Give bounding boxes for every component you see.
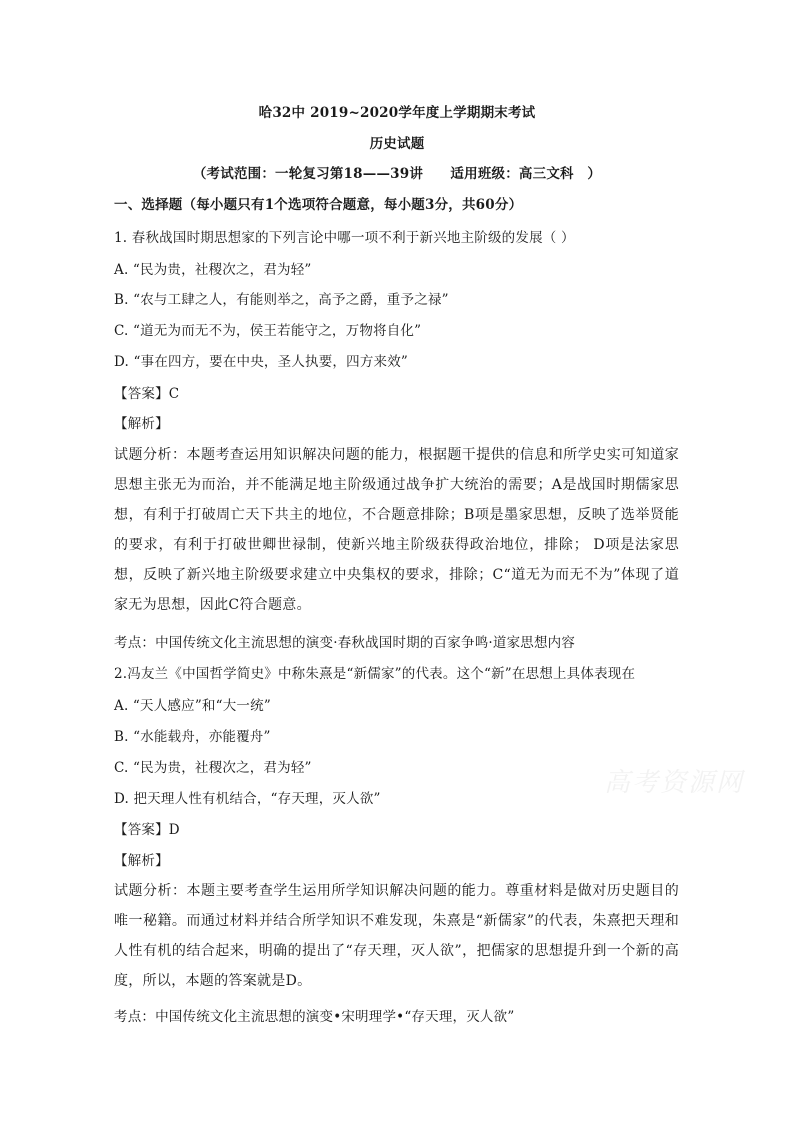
question-1-option-b: B. “农与工肆之人，有能则举之，高予之爵，重予之禄” xyxy=(114,292,449,308)
question-2-option-a: A. “天人感应”和“大一统” xyxy=(114,698,271,714)
question-2-analysis-label: 【解析】 xyxy=(114,853,169,869)
question-1-stem: 1. 春秋战国时期思想家的下列言论中哪一项不利于新兴地主阶级的发展（ ） xyxy=(114,230,575,246)
question-2-stem: 2.冯友兰《中国哲学简史》中称朱熹是“新儒家”的代表。这个“新”在思想上具体表现在 xyxy=(114,666,636,682)
faint-watermark: 高考资源网 xyxy=(604,768,745,798)
exam-subject: 历史试题 xyxy=(369,136,425,152)
question-1-kaodian: 考点：中国传统文化主流思想的演变·春秋战国时期的百家争鸣·道家思想内容 xyxy=(114,635,576,651)
question-2-option-c: C. “民为贵，社稷次之，君为轻” xyxy=(114,760,312,776)
question-2-answer: 【答案】D xyxy=(114,822,180,838)
exam-title: 哈32中 2019~2020学年度上学期期末考试 xyxy=(258,105,536,121)
question-2-option-b: B. “水能载舟，亦能覆舟” xyxy=(114,729,271,745)
section-heading: 一、选择题（每小题只有1个选项符合题意，每小题3分，共60分） xyxy=(114,197,523,213)
question-1-option-c: C. “道无为而无不为，侯王若能守之，万物将自化” xyxy=(114,323,422,339)
question-1-option-a: A. “民为贵，社稷次之，君为轻” xyxy=(114,262,312,278)
question-1-answer: 【答案】C xyxy=(114,386,180,402)
question-1-analysis-label: 【解析】 xyxy=(114,416,169,432)
question-2-kaodian: 考点：中国传统文化主流思想的演变•宋明理学•“存天理，灭人欲” xyxy=(114,1009,515,1025)
exam-scope: （考试范围：一轮复习第18——39讲 适用班级：高三文科 ） xyxy=(192,166,602,182)
question-1-option-d: D. “事在四方，要在中央，圣人执要，四方来效” xyxy=(114,354,409,370)
question-2-option-d: D. 把天理人性有机结合，“存天理，灭人欲” xyxy=(114,791,381,807)
question-1-analysis: 试题分析：本题考查运用知识解决问题的能力，根据题干提供的信息和所学史实可知道家思想主张无为而治，并不能满足地主阶级通过战争扩大统治的需要；A是战国时期儒家思想，有利于打破周亡天下共主的地位，不合题意排除；B项是墨家思想，反映了选举贤能的要求，有利于打破世卿世禄制，使新兴地主阶级获得政治地位，排除； D项是法家思想，反映了新兴地主阶级要求建立中央集权的要求，排除；C“道无为而无不为”体现了道家无为思想，因此C符合题意。 xyxy=(114,447,679,613)
question-2-analysis: 试题分析：本题主要考查学生运用所学知识解决问题的能力。尊重材料是做对历史题目的唯一秘籍。而通过材料并结合所学知识不难发现，朱熹是“新儒家”的代表，朱熹把天理和人性有机的结合起来，明确的提出了“存天理，灭人欲”，把儒家的思想提升到一个新的高度，所以，本题的答案就是D。 xyxy=(114,883,679,989)
